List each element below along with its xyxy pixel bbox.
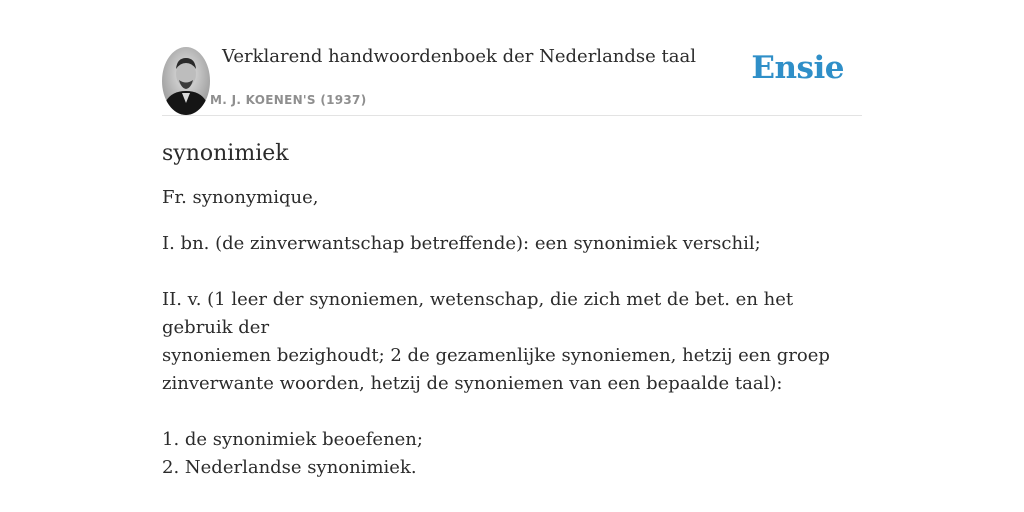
definition-spacer — [162, 258, 862, 286]
entry-headword: synonimiek — [162, 141, 289, 166]
book-author: M. J. KOENEN'S (1937) — [210, 93, 367, 107]
example-item: 1. de synonimiek beoefenen; — [162, 429, 423, 450]
definition-line: II. v. (1 leer der synoniemen, wetenschap, die zich met de bet. en het gebruik der — [162, 289, 794, 338]
example-item: 2. Nederlandse synonimiek. — [162, 457, 417, 478]
entry-content — [162, 138, 862, 482]
definition-spacer — [162, 398, 862, 426]
book-header — [162, 40, 862, 116]
entry-definition — [162, 230, 862, 482]
book-title: Verklarend handwoordenboek der Nederlandse taal — [222, 46, 696, 67]
ensie-logo-link[interactable]: Ensie — [751, 50, 844, 86]
definition-line: zinverwante woorden, hetzij de synoniemen van een bepaalde taal): — [162, 373, 783, 394]
definition-line: I. bn. (de zinverwantschap betreffende): een synonimiek verschil; — [162, 233, 761, 254]
definition-line: synoniemen bezighoudt; 2 de gezamenlijke synoniemen, hetzij een groep — [162, 345, 830, 366]
entry-etymology: Fr. synonymique, — [162, 187, 319, 208]
author-portrait-icon — [162, 47, 210, 115]
